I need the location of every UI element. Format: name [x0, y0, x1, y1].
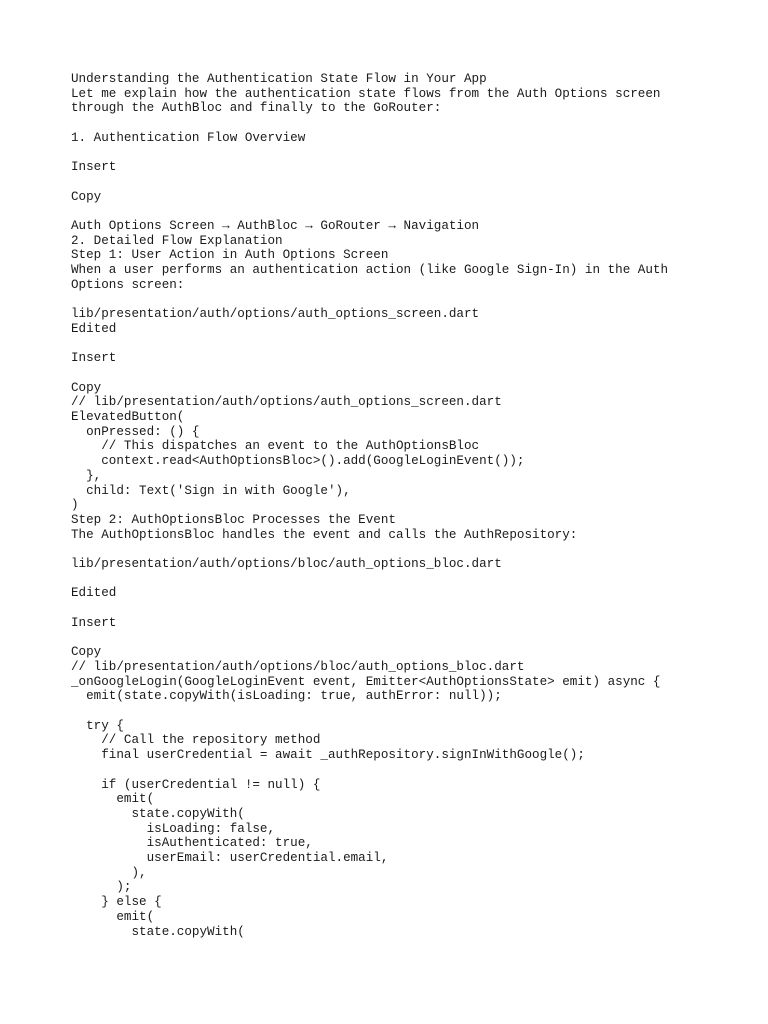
- step1-file-path: lib/presentation/auth/options/auth_options_screen.dart: [71, 307, 480, 322]
- code-line: ),: [71, 865, 147, 880]
- code-line: emit(state.copyWith(isLoading: true, authError: null));: [71, 689, 502, 704]
- step1-description-line-1: When a user performs an authentication action (like Google Sign-In) in the Auth: [71, 263, 669, 278]
- step2-edited-label: Edited: [71, 586, 117, 601]
- code-line: if (userCredential != null) {: [71, 777, 321, 792]
- code-line: context.read<AuthOptionsBloc>().add(GoogleLoginEvent());: [71, 454, 525, 469]
- step1-heading: Step 1: User Action in Auth Options Screen: [71, 248, 389, 263]
- insert-button[interactable]: Insert: [71, 160, 117, 175]
- step2-description: The AuthOptionsBloc handles the event and calls the AuthRepository:: [71, 527, 578, 542]
- code-line: isAuthenticated: true,: [71, 836, 313, 851]
- step2-insert-button[interactable]: Insert: [71, 615, 117, 630]
- intro-line-1: Let me explain how the authentication state flows from the Auth Options screen: [71, 86, 661, 101]
- code-line: // This dispatches an event to the AuthOptionsBloc: [71, 439, 480, 454]
- flow-overview: Auth Options Screen → AuthBloc → GoRouter → Navigation: [71, 218, 480, 233]
- code-line: state.copyWith(: [71, 806, 245, 821]
- step1-insert-button[interactable]: Insert: [71, 351, 117, 366]
- code-line: try {: [71, 718, 124, 733]
- step2-code-block: [71, 660, 731, 939]
- step1-copy-button[interactable]: Copy: [71, 380, 102, 395]
- code-line: [71, 763, 731, 778]
- code-line: onPressed: () {: [71, 424, 200, 439]
- code-line: state.copyWith(: [71, 924, 245, 939]
- code-line: emit(: [71, 909, 155, 924]
- code-line: final userCredential = await _authRepository.signInWithGoogle();: [71, 748, 585, 763]
- section2-heading: 2. Detailed Flow Explanation: [71, 233, 283, 248]
- code-line: // Call the repository method: [71, 733, 321, 748]
- code-line: // lib/presentation/auth/options/auth_options_screen.dart: [71, 395, 502, 410]
- code-line: ): [71, 498, 79, 513]
- step1-description-line-2: Options screen:: [71, 277, 185, 292]
- section1-heading: 1. Authentication Flow Overview: [71, 130, 306, 145]
- step2-file-path: lib/presentation/auth/options/bloc/auth_options_bloc.dart: [71, 557, 502, 572]
- step2-copy-button[interactable]: Copy: [71, 645, 102, 660]
- code-line: } else {: [71, 895, 162, 910]
- copy-button[interactable]: Copy: [71, 189, 102, 204]
- step1-code-block: [71, 395, 731, 513]
- code-line: // lib/presentation/auth/options/bloc/auth_options_bloc.dart: [71, 659, 525, 674]
- code-line: [71, 704, 731, 719]
- step1-edited-label: Edited: [71, 321, 117, 336]
- doc-title: Understanding the Authentication State Flow in Your App: [71, 72, 487, 86]
- code-line: child: Text('Sign in with Google'),: [71, 483, 351, 498]
- document-page: [71, 72, 731, 939]
- code-line: },: [71, 468, 102, 483]
- intro-line-2: through the AuthBloc and finally to the GoRouter:: [71, 101, 442, 116]
- step2-heading: Step 2: AuthOptionsBloc Processes the Event: [71, 512, 396, 527]
- code-line: ElevatedButton(: [71, 410, 185, 425]
- code-line: isLoading: false,: [71, 821, 276, 836]
- code-line: );: [71, 880, 132, 895]
- code-line: _onGoogleLogin(GoogleLoginEvent event, Emitter<AuthOptionsState> emit) async {: [71, 674, 661, 689]
- code-line: userEmail: userCredential.email,: [71, 851, 389, 866]
- code-line: emit(: [71, 792, 155, 807]
